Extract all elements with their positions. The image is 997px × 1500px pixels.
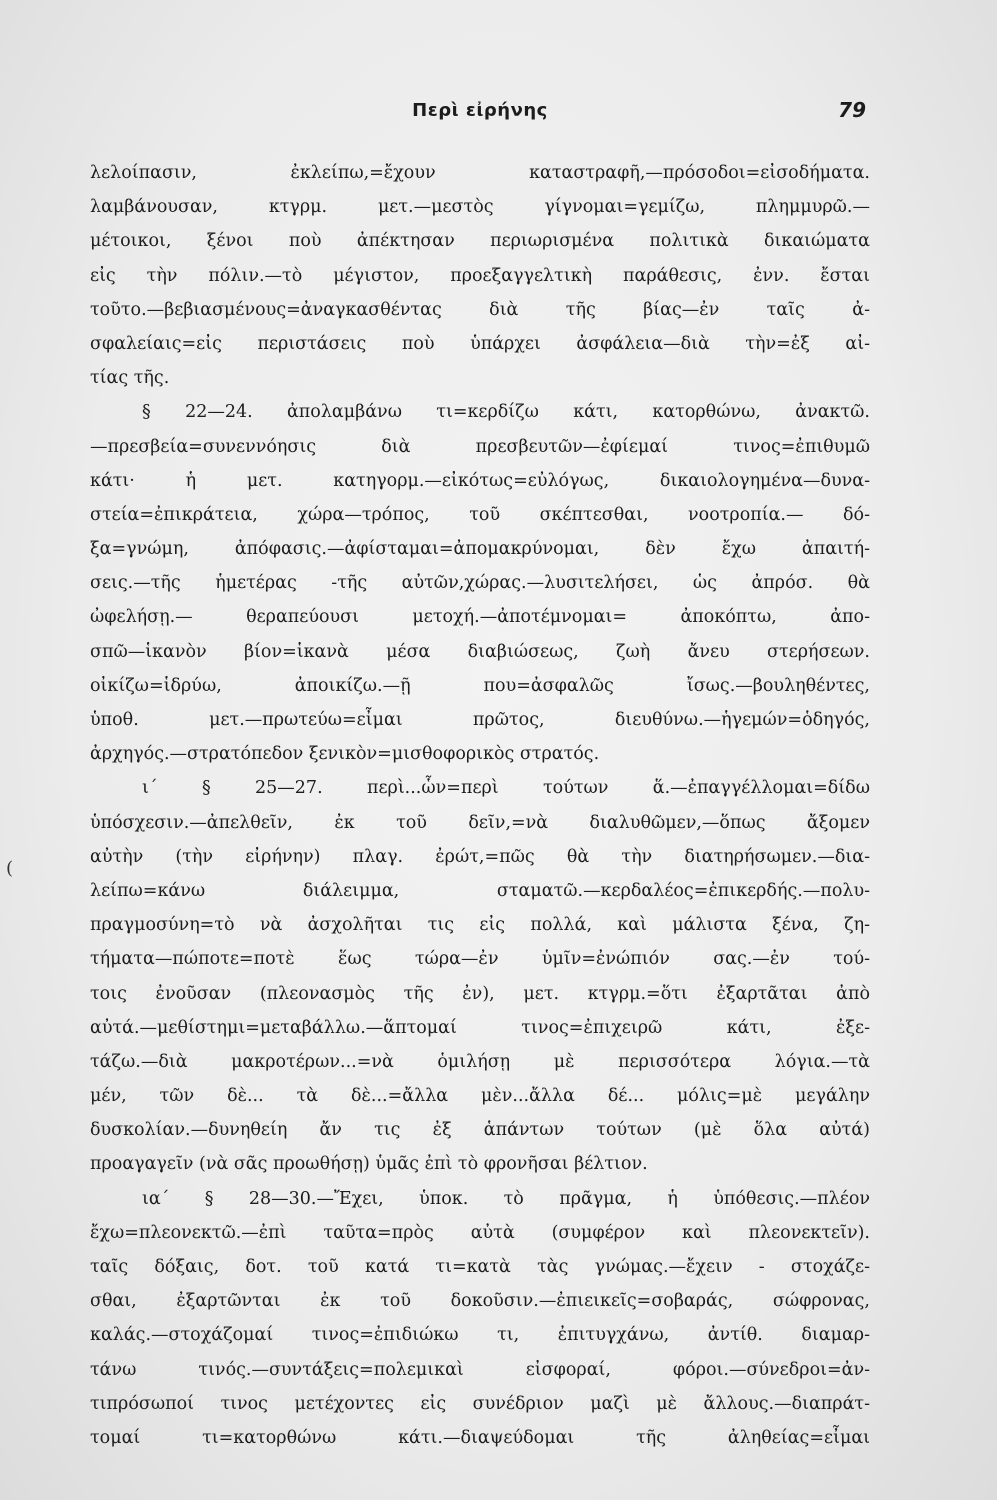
text-line: τοῦτο.—βεβιασμένους=ἀναγκασθέντας διὰ τῆς βίας—ἐν ταῖς ἀ- [90, 299, 870, 320]
text-line: ξα=γνώμη, ἀπόφασις.—ἀφίσταμαι=ἀπομακρύνομαι, δὲν ἔχω ἀπαιτή- [90, 539, 870, 560]
margin-mark: ( [6, 858, 14, 879]
text-line: —πρεσβεία=συνεννόησις διὰ πρεσβευτῶν—ἐφίεμαί τινος=ἐπιθυμῶ [90, 436, 870, 457]
text-line: αὐτὴν (τὴν εἰρήνην) πλαγ. ἐρώτ,=πῶς θὰ τὴν διατηρήσωμεν.—δια- [90, 846, 870, 867]
text-line: δυσκολίαν.—δυνηθείη ἄν τις ἐξ ἁπάντων τούτων (μὲ ὅλα αὐτά) [90, 1120, 870, 1141]
text-line: ὠφελήσῃ.— θεραπεύουσι μετοχή.—ἀποτέμνομαι= ἀποκόπτω, ἀπο- [90, 607, 870, 628]
text-line: τομαί τι=κατορθώνω κάτι.—διαψεύδομαι τῆς ἀληθείας=εἶμαι [90, 1427, 870, 1448]
text-line: αὐτά.—μεθίστημι=μεταβάλλω.—ἅπτομαί τινος=ἐπιχειρῶ κάτι, ἐξε- [90, 1017, 870, 1038]
text-line: τίας τῆς. [90, 368, 170, 389]
page-body [90, 156, 870, 1455]
page-header [90, 100, 870, 130]
text-line: λαμβάνουσαν, κτγρμ. μετ.—μεστὸς γίγνομαι=γεμίζω, πλημμυρῶ.— [90, 197, 870, 218]
text-line: ι΄ § 25—27. περὶ...ὧν=περὶ τούτων ἅ.—ἐπαγγέλλομαι=δίδω [142, 778, 870, 799]
text-line: μέτοικοι, ξένοι ποὺ ἀπέκτησαν περιωρισμένα πολιτικὰ δικαιώματα [90, 231, 870, 252]
text-line: τάζω.—διὰ μακροτέρων...=νὰ ὁμιλήσῃ μὲ περισσότερα λόγια.—τὰ [90, 1051, 870, 1072]
text-line: § 22—24. ἀπολαμβάνω τι=κερδίζω κάτι, κατορθώνω, ἀνακτῶ. [142, 402, 870, 423]
text-line: ὑποθ. μετ.—πρωτεύω=εἶμαι πρῶτος, διευθύνω.—ἡγεμών=ὁδηγός, [90, 710, 870, 730]
text-line: λείπω=κάνω διάλειμμα, σταματῶ.—κερδαλέος=ἐπικερδής.—πολυ- [90, 880, 870, 901]
text-line: λελοίπασιν, ἐκλείπω,=ἔχουν καταστραφῆ,—πρόσοδοι=εἰσοδήματα. [90, 163, 870, 183]
text-line: τήματα—πώποτε=ποτὲ ἕως τώρα—ἐν ὑμῖν=ἐνώπιόν σας.—ἐν τού- [90, 949, 870, 970]
text-line: ὑπόσχεσιν.—ἀπελθεῖν, ἐκ τοῦ δεῖν,=νὰ διαλυθῶμεν,—ὅπως ἄξομεν [90, 812, 870, 833]
text-line: στεία=ἐπικράτεια, χώρα—τρόπος, τοῦ σκέπτεσθαι, νοοτροπία.— δό- [90, 504, 870, 525]
page-number: 79 [838, 98, 866, 122]
text-line: τιπρόσωποί τινος μετέχοντες εἰς συνέδριον μαζὶ μὲ ἄλλους.—διαπράτ- [90, 1393, 870, 1414]
text-line: μέν, τῶν δὲ... τὰ δὲ...=ἄλλα μὲν...ἄλλα δέ... μόλις=μὲ μεγάλην [90, 1086, 870, 1107]
text-line: εἰς τὴν πόλιν.—τὸ μέγιστον, προεξαγγελτικὴ παράθεσις, ἐνν. ἔσται [90, 265, 870, 286]
text-line: σθαι, ἐξαρτῶνται ἐκ τοῦ δοκοῦσιν.—ἐπιεικεῖς=σοβαράς, σώφρονας, [90, 1291, 870, 1312]
text-line: ἔχω=πλεονεκτῶ.—ἐπὶ ταῦτα=πρὸς αὐτὰ (συμφέρον καὶ πλεονεκτεῖν). [90, 1222, 870, 1243]
text-line: καλάς.—στοχάζομαί τινος=ἐπιδιώκω τι, ἐπιτυγχάνω, ἀντίθ. διαμαρ- [90, 1325, 870, 1346]
text-line: κάτι· ἡ μετ. κατηγορμ.—εἰκότως=εὐλόγως, δικαιολογημένα—δυνα- [90, 470, 870, 491]
text-line: προαγαγεῖν (νὰ σᾶς προωθήσῃ) ὑμᾶς ἐπὶ τὸ φρονῆσαι βέλτιον. [90, 1154, 648, 1175]
text-line: ἀρχηγός.—στρατόπεδον ξενικὸν=μισθοφορικὸς στρατός. [90, 744, 600, 765]
text-line: πραγμοσύνη=τὸ νὰ ἀσχολῆται τις εἰς πολλά, καὶ μάλιστα ξένα, ζη- [90, 915, 870, 936]
text-line: ταῖς δόξαις, δοτ. τοῦ κατά τι=κατὰ τὰς γνώμας.—ἔχειν - στοχάζε- [90, 1257, 870, 1277]
text-line: τοις ἐνοῦσαν (πλεονασμὸς τῆς ἐν), μετ. κτγρμ.=ὅτι ἐξαρτᾶται ἀπὸ [90, 983, 870, 1004]
text-line: οἰκίζω=ἱδρύω, ἀποικίζω.—ῇ που=ἀσφαλῶς ἴσως.—βουληθέντες, [90, 675, 870, 696]
text-line: σφαλείαις=εἰς περιστάσεις ποὺ ὑπάρχει ἀσφάλεια—διὰ τὴν=ἐξ αἰ- [90, 333, 870, 354]
text-line: σεις.—τῆς ἡμετέρας -τῆς αὐτῶν,χώρας.—λυσιτελήσει, ὡς ἀπρόσ. θὰ [90, 573, 870, 594]
text-line: ια΄ § 28—30.—Ἔχει, ὑποκ. τὸ πρᾶγμα, ἡ ὑπόθεσις.—πλέον [142, 1188, 870, 1209]
text-line: τάνω τινός.—συντάξεις=πολεμικαὶ εἰσφοραί, φόροι.—σύνεδροι=ἀν- [90, 1359, 870, 1380]
text-line: σπῶ—ἱκανὸν βίον=ἱκανὰ μέσα διαβιώσεως, ζωὴ ἄνευ στερήσεων. [90, 641, 870, 662]
running-title: Περὶ εἰρήνης [412, 100, 548, 121]
